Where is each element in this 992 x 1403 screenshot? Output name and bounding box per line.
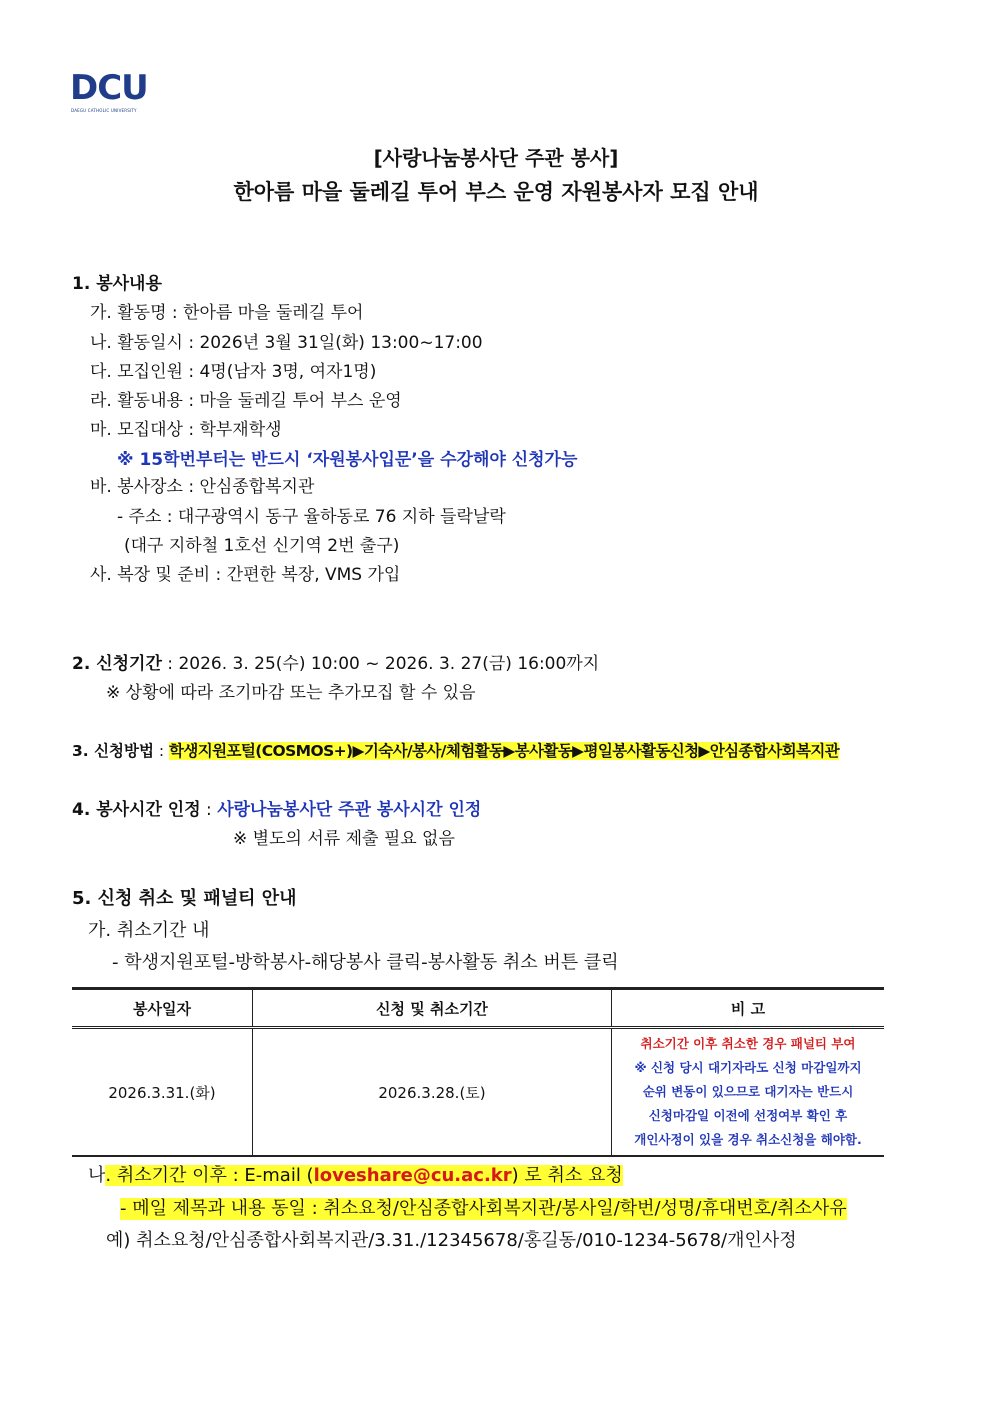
cancel-table bbox=[72, 987, 884, 1157]
cancel-example: 예) 취소요청/안심종합사회복지관/3.31./12345678/홍길동/010-1234-5678/개인사정 bbox=[106, 1230, 797, 1251]
table-cell-date: 2026.3.31.(화) bbox=[72, 1028, 253, 1157]
section1-subway: (대구 지하철 1호선 신기역 2번 출구) bbox=[124, 536, 400, 556]
section5-sub-a-step: - 학생지원포털-방학봉사-해당봉사 클릭-봉사활동 취소 버튼 클릭 bbox=[112, 952, 619, 973]
section3-sep: : bbox=[153, 742, 170, 760]
section3-path: 학생지원포털(COSMOS+)▶기숙사/봉사/체험활동▶봉사활동▶평일봉사활동신청▶안심종합사회복지관 bbox=[169, 742, 840, 760]
sub-b-highlight: . 취소기간 이후 : E-mail ( bbox=[105, 1165, 314, 1186]
section4-line bbox=[72, 799, 481, 821]
cancel-email: loveshare@cu.ac.kr bbox=[313, 1165, 512, 1186]
remark-line-1: ※ 신청 당시 대기자라도 신청 마감일까지 bbox=[634, 1060, 862, 1075]
table-cell-remark bbox=[612, 1028, 885, 1157]
section1-heading: 1. 봉사내용 bbox=[72, 274, 162, 294]
section2-line bbox=[72, 653, 599, 675]
section4-heading: 4. 봉사시간 인정 bbox=[72, 800, 201, 820]
dcu-logo bbox=[70, 70, 152, 116]
section2-heading: 2. 신청기간 bbox=[72, 654, 162, 674]
section4-value: 사랑나눔봉사단 주관 봉사시간 인정 bbox=[217, 800, 482, 820]
section1-item-content: 라. 활동내용 : 마을 둘레길 투어 부스 운영 bbox=[90, 391, 402, 411]
title-line-1: [사랑나눔봉사단 주관 봉사] bbox=[373, 146, 619, 170]
section1-address: - 주소 : 대구광역시 동구 율하동로 76 지하 들락날락 bbox=[117, 507, 506, 527]
section5-heading: 5. 신청 취소 및 패널티 안내 bbox=[72, 888, 297, 909]
section4-note: ※ 별도의 서류 제출 필요 없음 bbox=[233, 829, 455, 849]
logo-mark: DCU bbox=[70, 68, 148, 108]
title-line-2: 한아름 마을 둘레길 투어 부스 운영 자원봉사자 모집 안내 bbox=[233, 180, 759, 204]
sub-b-suffix: ) 로 취소 요청 bbox=[511, 1165, 623, 1186]
table-header-date: 봉사일자 bbox=[72, 989, 253, 1028]
section1-dress: 사. 복장 및 준비 : 간편한 복장, VMS 가입 bbox=[90, 565, 401, 585]
section5-sub-a: 가. 취소기간 내 bbox=[88, 920, 210, 941]
section1-item-target: 마. 모집대상 : 학부재학생 bbox=[90, 420, 282, 440]
section2-period: : 2026. 3. 25(수) 10:00 ~ 2026. 3. 27(금) 16:00까지 bbox=[161, 654, 600, 674]
section1-item-name: 가. 활동명 : 한아름 마을 둘레길 투어 bbox=[90, 303, 364, 323]
logo-subtitle: DAEGU CATHOLIC UNIVERSITY bbox=[71, 108, 137, 113]
remark-line-2: 순위 변동이 있으므로 대기자는 반드시 bbox=[642, 1084, 854, 1099]
remark-line-4: 개인사정이 있을 경우 취소신청을 해야함. bbox=[634, 1132, 862, 1147]
sub-b-prefix: 나 bbox=[88, 1165, 106, 1186]
section4-sep: : bbox=[200, 800, 218, 820]
section1-item-headcount: 다. 모집인원 : 4명(남자 3명, 여자1명) bbox=[90, 362, 377, 382]
section5-sub-b bbox=[88, 1165, 623, 1187]
section3-heading: 3. 신청방법 bbox=[72, 742, 154, 760]
table-cell-cancel-period: 2026.3.28.(토) bbox=[253, 1028, 612, 1157]
section2-note: ※ 상황에 따라 조기마감 또는 추가모집 할 수 있음 bbox=[106, 683, 476, 703]
table-header-remark: 비 고 bbox=[612, 989, 885, 1028]
table-row bbox=[72, 1028, 884, 1157]
section3-line bbox=[72, 740, 839, 762]
section1-item-date: 나. 활동일시 : 2026년 3월 31일(화) 13:00~17:00 bbox=[90, 333, 483, 353]
table-header-row bbox=[72, 989, 884, 1028]
mail-rule: - 메일 제목과 내용 동일 : 취소요청/안심종합사회복지관/봉사일/학번/성명/휴대번호/취소사유 bbox=[120, 1198, 847, 1219]
table-header-period: 신청 및 취소기간 bbox=[253, 989, 612, 1028]
section1-notice: ※ 15학번부터는 반드시 ‘자원봉사입문’을 수강해야 신청가능 bbox=[117, 450, 578, 470]
remark-penalty: 취소기간 이후 취소한 경우 패널티 부여 bbox=[640, 1036, 856, 1051]
section1-place: 바. 봉사장소 : 안심종합복지관 bbox=[90, 477, 315, 497]
remark-line-3: 신청마감일 이전에 선정여부 확인 후 bbox=[648, 1108, 848, 1123]
